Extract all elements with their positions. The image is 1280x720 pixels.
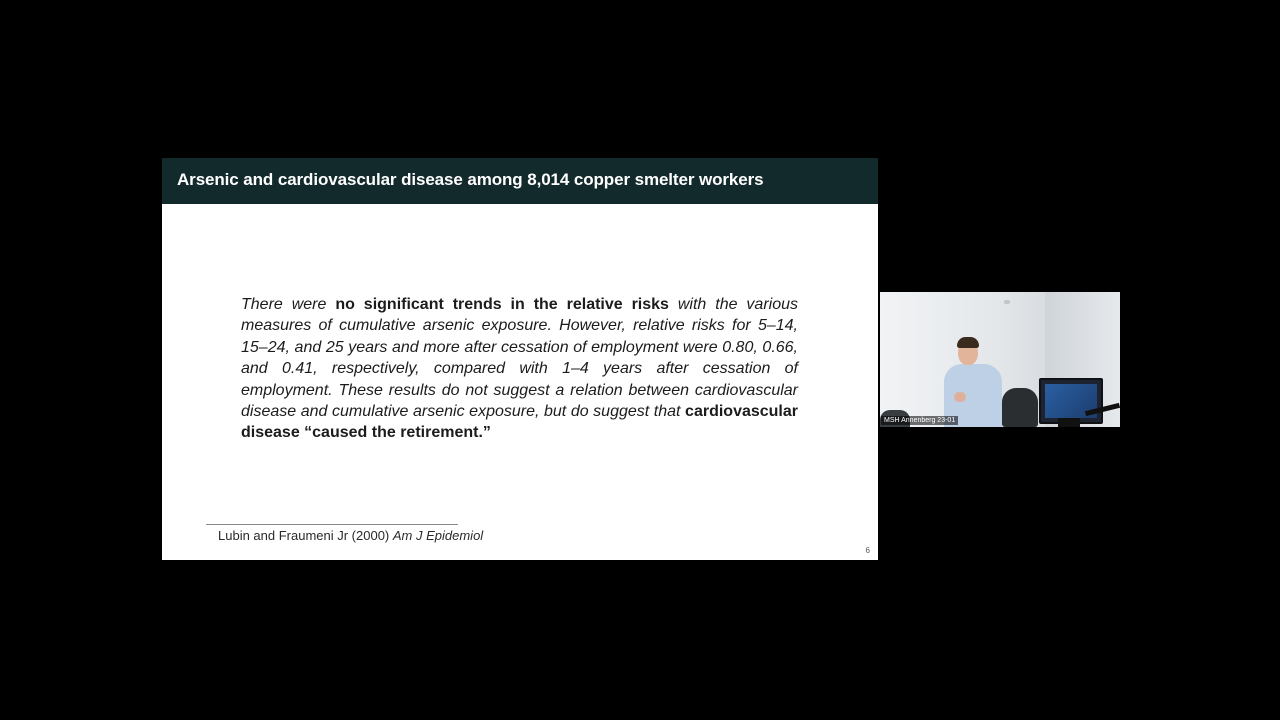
quote-part-1: There were [241, 296, 336, 313]
slide-quote [241, 294, 798, 444]
quote-emphasis-1: no significant trends in the relative risks [335, 296, 669, 313]
presentation-slide [162, 158, 878, 560]
citation-journal: Am J Epidemiol [392, 528, 484, 543]
citation-authors: Lubin and Fraumeni Jr (2000) [218, 528, 393, 543]
footnote-citation [218, 528, 483, 543]
participant-name-label: MSH Annenberg 23-01 [881, 416, 958, 425]
slide-page-number: 6 [865, 546, 870, 555]
monitor-stand [1058, 418, 1080, 427]
slide-title: Arsenic and cardiovascular disease among 8,014 copper smelter workers [177, 170, 764, 189]
quote-part-3: with the various measures of cumulative arsenic exposure. However, relative risks for 5–14, 15–24, and 25 years and more after cessation of employment were 0.80, 0.66, and 0.41, respectively, compared with 1–4 years after cessation of employment. These results do not suggest a relation between cardiovascular disease and cumulative arsenic exposure, but do suggest that [241, 296, 798, 421]
participant-video-tile[interactable] [880, 292, 1120, 427]
quote-emphasis-2: cardiovascular disease “caused the retirement.” [241, 403, 798, 442]
smoke-detector-icon [1004, 300, 1010, 304]
speaker-hair [957, 337, 979, 348]
chair [1002, 388, 1038, 427]
speaker-hand [954, 392, 966, 402]
footnote-divider [206, 524, 458, 525]
slide-header [162, 158, 878, 204]
